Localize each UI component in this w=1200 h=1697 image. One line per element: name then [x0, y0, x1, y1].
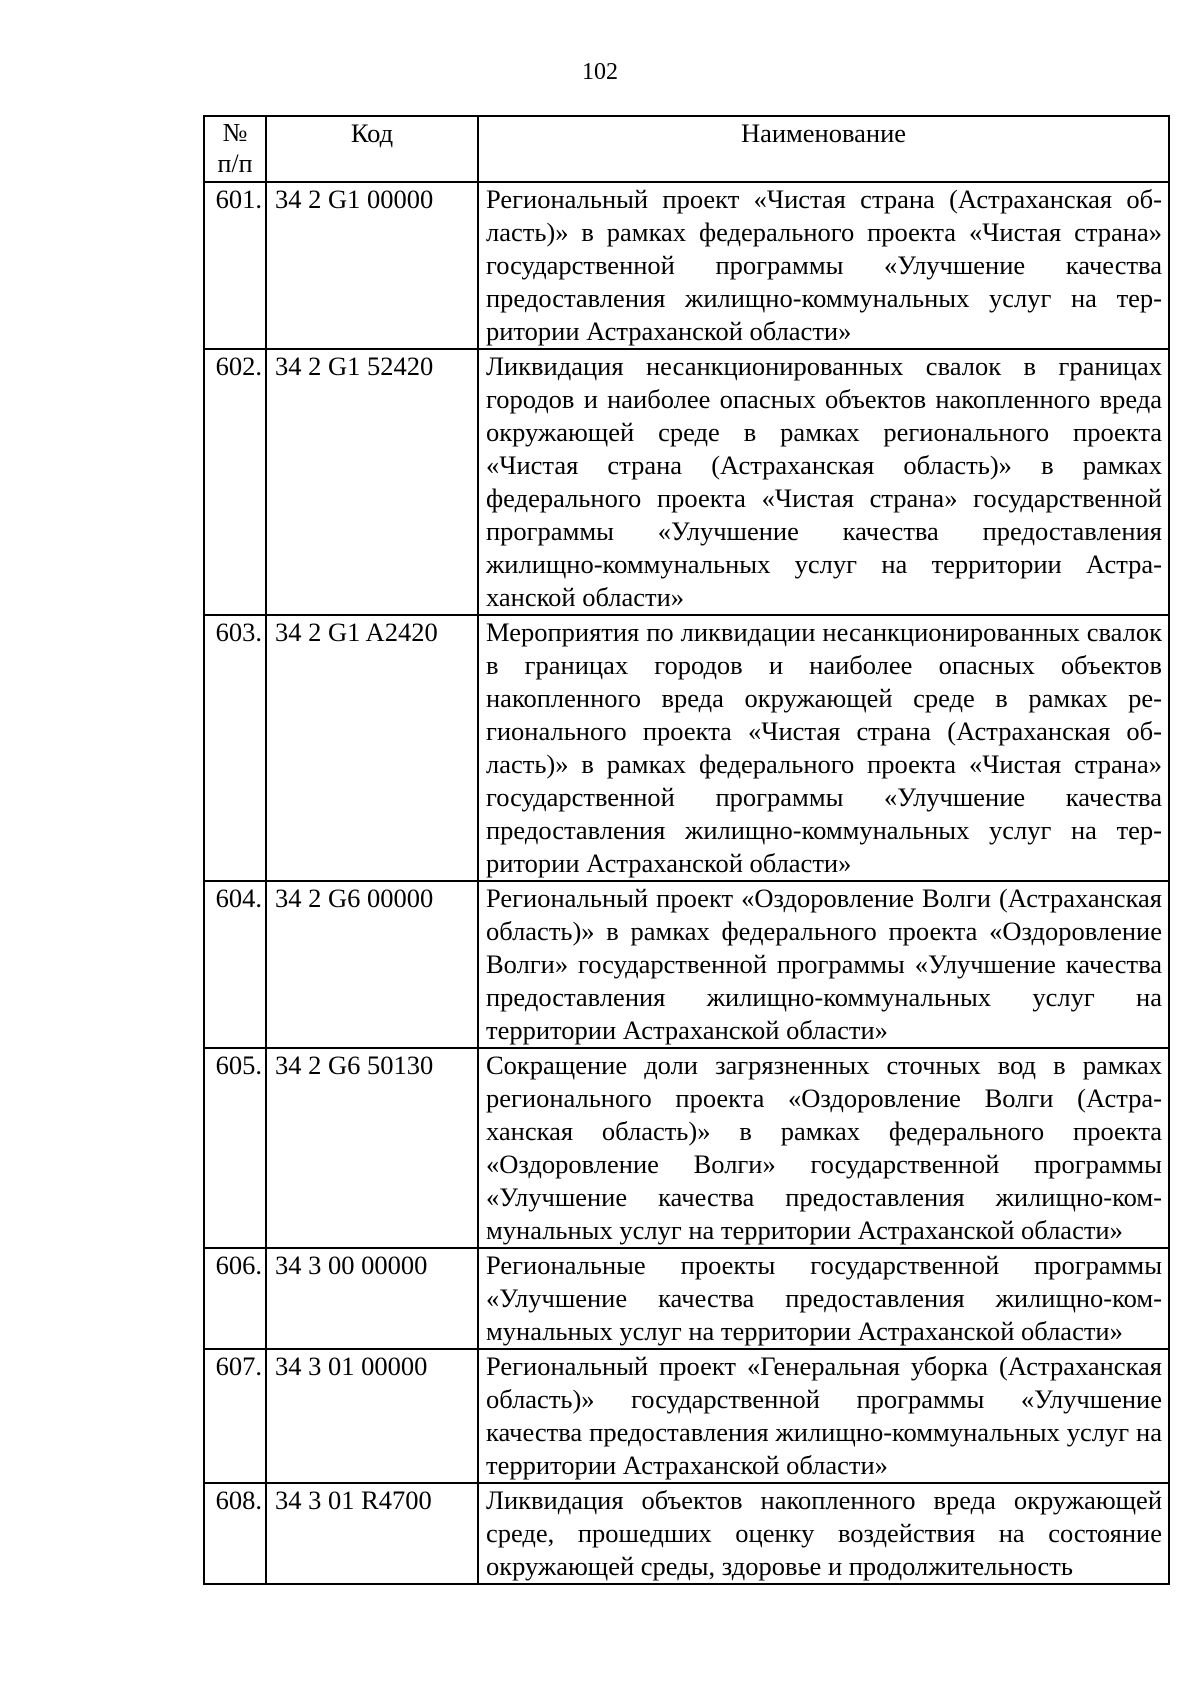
row-number: 604. — [204, 881, 266, 1048]
header-number-abbrev: п/п — [217, 149, 253, 178]
row-name: Региональный проект «Генеральная уборка (Астраханская область)» государственной программы «Улучшение качества предоставления жилищно-коммунальных услуг на территории Астраханской области» — [478, 1349, 1169, 1483]
row-name: Мероприятия по ликвидации несанкционированных свалок в границах городов и наиболее опасных объектов накопленного вреда окружающей среде в рамках регионального проекта «Чистая страна (Астраханская область)» в рамках федерального проекта «Чистая страна» государственной программы «Улучшение качества предоставления жилищно-коммунальных услуг на территории Астраханской области» — [478, 615, 1169, 881]
header-code: Код — [266, 116, 478, 182]
row-number: 605. — [204, 1048, 266, 1248]
row-number: 608. — [204, 1483, 266, 1584]
row-name: Региональный проект «Оздоровление Волги (Астраханская область)» в рамках федерального проекта «Оздоровление Волги» государственной программы «Улучшение качества предоставления жилищно-коммунальных услуг на территории Астраханской области» — [478, 881, 1169, 1048]
header-number — [204, 116, 266, 182]
table-row — [204, 881, 1169, 1048]
table-row — [204, 1349, 1169, 1483]
header-name: Наименование — [478, 116, 1169, 182]
page-number: 102 — [582, 59, 618, 85]
row-code: 34 3 01 00000 — [266, 1349, 478, 1483]
table-row — [204, 1048, 1169, 1248]
row-name: Ликвидация объектов накопленного вреда окружающей среде, прошедших оценку воздействия на состояние окружающей среды, здоровье и продолжительность — [478, 1483, 1169, 1584]
row-number: 601. — [204, 182, 266, 349]
row-code: 34 2 G1 52420 — [266, 349, 478, 615]
row-code: 34 3 01 R4700 — [266, 1483, 478, 1584]
row-code: 34 2 G6 50130 — [266, 1048, 478, 1248]
row-number: 603. — [204, 615, 266, 881]
table-row — [204, 349, 1169, 615]
row-number: 607. — [204, 1349, 266, 1483]
row-code: 34 3 00 00000 — [266, 1248, 478, 1349]
row-name: Ликвидация несанкционированных свалок в границах городов и наиболее опасных объектов накопленного вреда окружающей среде в рамках регионального проекта «Чистая страна (Астраханская область)» в рамках федерального проекта «Чистая страна» государственной программы «Улучшение качества предоставления жилищно-коммунальных услуг на территории Астраханской области» — [478, 349, 1169, 615]
table-header-row — [204, 116, 1169, 182]
table-row — [204, 182, 1169, 349]
row-name: Сокращение доли загрязненных сточных вод в рамках регионального проекта «Оздоровление Волги (Астраханская область)» в рамках федерального проекта «Оздоровление Волги» государственной программы «Улучшение качества предоставления жилищно-коммунальных услуг на территории Астраханской области» — [478, 1048, 1169, 1248]
table-row — [204, 1483, 1169, 1584]
row-code: 34 2 G6 00000 — [266, 881, 478, 1048]
row-code: 34 2 G1 A2420 — [266, 615, 478, 881]
row-number: 606. — [204, 1248, 266, 1349]
table-row — [204, 615, 1169, 881]
table-row — [204, 1248, 1169, 1349]
header-number-sign: № — [222, 118, 248, 147]
row-name: Региональные проекты государственной программы «Улучшение качества предоставления жилищно-коммунальных услуг на территории Астраханской области» — [478, 1248, 1169, 1349]
row-name: Региональный проект «Чистая страна (Астраханская область)» в рамках федерального проекта «Чистая страна» государственной программы «Улучшение качества предоставления жилищно-коммунальных услуг на территории Астраханской области» — [478, 182, 1169, 349]
budget-classification-table — [203, 115, 1170, 1585]
row-number: 602. — [204, 349, 266, 615]
row-code: 34 2 G1 00000 — [266, 182, 478, 349]
